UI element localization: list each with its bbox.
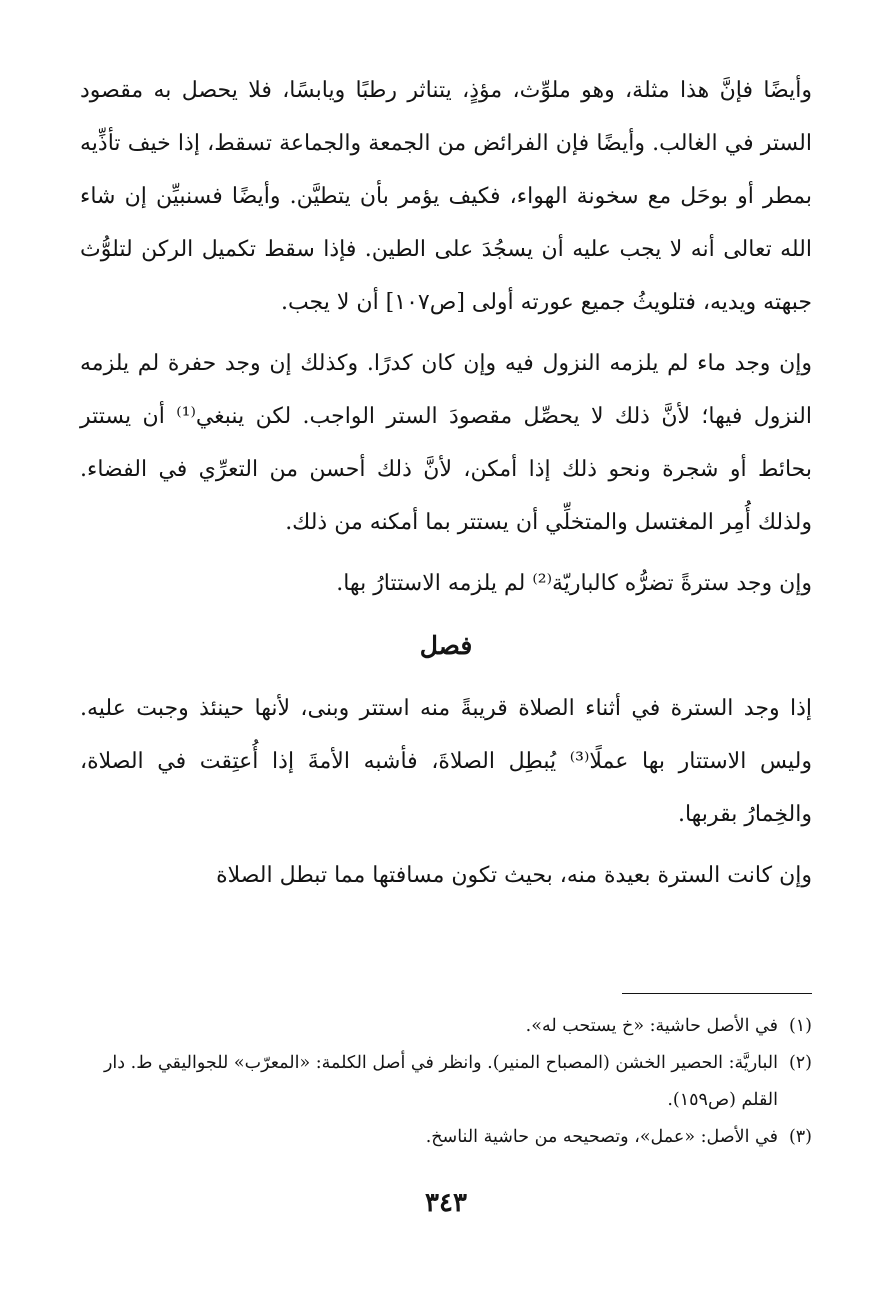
main-text — [80, 64, 812, 902]
footnote-3 — [80, 1119, 812, 1156]
paragraph-3: وإن وجد سترةً تضرُّه كالباريّة⁽²⁾ لم يلزمه الاستتارُ بها. — [336, 571, 812, 596]
footnote-text: الباريَّة: الحصير الخشن (المصباح المنير). وانظر في أصل الكلمة: «المعرّب» للجواليقي ط. دار القلم (ص١٥٩). — [103, 1053, 778, 1110]
footnote-1 — [80, 1008, 812, 1045]
footnote-text: في الأصل: «عمل»، وتصحيحه من حاشية الناسخ. — [425, 1127, 778, 1147]
paragraph-2: وإن وجد ماء لم يلزمه النزول فيه وإن كان كدرًا. وكذلك إن وجد حفرة لم يلزمه النزول فيها؛ لأنَّ ذلك لا يحصِّل مقصودَ الستر الواجب. لكن ينبغي⁽¹⁾ أن يستتر بحائط أو شجرة ونحو ذلك إذا أمكن، لأنَّ ذلك أحسن من التعرِّي في الفضاء. ولذلك أُمِر المغتسل والمتخلِّي أن يستتر بما أمكنه من ذلك. — [80, 351, 812, 535]
page-number: ٣٤٣ — [425, 1188, 467, 1218]
section-heading: فصل — [419, 631, 473, 660]
footnote-number: (٣) — [788, 1127, 812, 1147]
footnote-2 — [80, 1045, 812, 1119]
footnotes — [80, 1008, 812, 1156]
footnote-text: في الأصل حاشية: «خ يستحب له». — [525, 1016, 778, 1036]
footnote-divider — [622, 993, 812, 994]
footnote-number: (١) — [788, 1016, 812, 1036]
page-body — [80, 64, 812, 902]
footnote-number: (٢) — [788, 1053, 812, 1073]
paragraph-4: إذا وجد السترة في أثناء الصلاة قريبةً منه استتر وبنى، لأنها حينئذ وجبت عليه. وليس الاستتار بها عملًا⁽³⁾ يُبطِل الصلاةَ، فأشبه الأمةَ إذا أُعتِقت في الصلاة، والخِمارُ بقربها. — [80, 696, 812, 827]
paragraph-1: وأيضًا فإنَّ هذا مثلة، وهو ملوِّث، مؤذٍ، يتناثر رطبًا ويابسًا، فلا يحصل به مقصود الستر في الغالب. وأيضًا فإن الفرائض من الجمعة والجماعة تسقط، إذا خيف تأذِّيه بمطر أو بوحَل مع سخونة الهواء، فكيف يؤمر بأن يتطيَّن. وأيضًا فسنبيِّن إن شاء الله تعالى أنه لا يجب عليه أن يسجُدَ على الطين. فإذا سقط تكميل الركن لتلوُّث جبهته ويديه، فتلويثُ جميع عورته أولى [ص١٠٧] أن لا يجب. — [80, 78, 812, 315]
paragraph-5: وإن كانت السترة بعيدة منه، بحيث تكون مسافتها مما تبطل الصلاة — [216, 863, 812, 888]
